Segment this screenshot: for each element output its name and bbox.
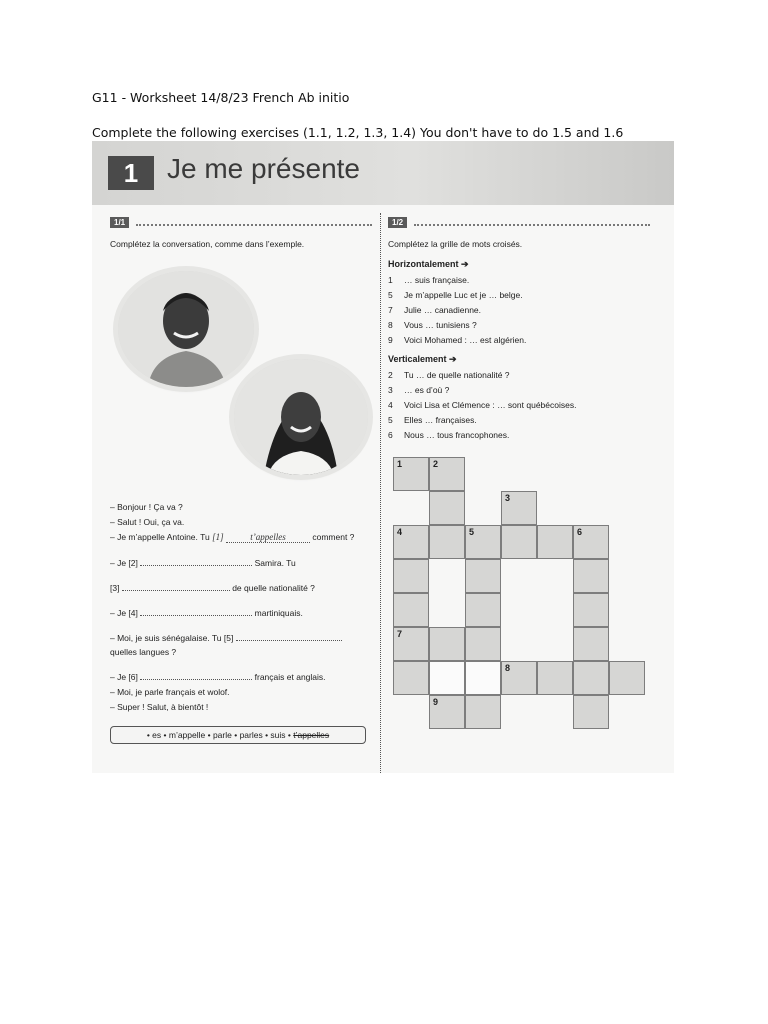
bullet: •	[262, 730, 271, 740]
grid-cell[interactable]	[429, 695, 465, 729]
dialogue-text: – Je [2]	[110, 558, 138, 568]
word-bank-item: m’appelle	[168, 730, 206, 740]
clue-h1	[388, 275, 469, 285]
grid-cell[interactable]	[465, 661, 501, 695]
bullet: •	[285, 730, 294, 740]
column-separator	[380, 213, 381, 773]
answer-blank-5[interactable]	[236, 633, 342, 641]
dialogue-line-9: – Moi, je parle français et wolof.	[110, 687, 230, 697]
clue-text: … suis française.	[404, 275, 470, 285]
answer-blank-3[interactable]	[122, 583, 230, 591]
clue-text: Voici Mohamed : … est algérien.	[404, 335, 527, 345]
exercise-1-1-tag: 1/1	[110, 217, 129, 228]
clue-text: Voici Lisa et Clémence : … sont québécoises.	[404, 400, 577, 410]
grid-cell[interactable]	[501, 661, 537, 695]
dialogue-text: – Je m’appelle Antoine. Tu	[110, 532, 210, 542]
word-bank-item: suis	[270, 730, 286, 740]
clue-number: 3	[388, 385, 393, 395]
word-bank-item: es	[152, 730, 162, 740]
answer-blank-1[interactable]	[226, 532, 310, 543]
dialogue-text: [3]	[110, 583, 120, 593]
cell-number: 4	[397, 527, 403, 537]
answer-blank-6[interactable]	[140, 672, 252, 680]
grid-cell[interactable]	[429, 627, 465, 661]
clue-number: 7	[388, 305, 393, 315]
exercise-1-2-tag: 1/2	[388, 217, 407, 228]
grid-cell[interactable]	[573, 661, 609, 695]
grid-cell[interactable]	[465, 559, 501, 593]
grid-cell[interactable]	[465, 525, 501, 559]
dialogue-line-1: – Bonjour ! Ça va ?	[110, 502, 183, 512]
chapter-banner	[92, 141, 674, 205]
worksheet-instructions: Complete the following exercises (1.1, 1.2, 1.3, 1.4) You don't have to do 1.5 and 1.6	[92, 125, 624, 140]
clue-text: Tu … de quelle nationalité ?	[404, 370, 510, 380]
dialogue-text: – Je [4]	[110, 608, 138, 618]
dialogue-line-5	[110, 583, 315, 593]
cell-number: 6	[577, 527, 583, 537]
photo-samira	[234, 359, 368, 475]
grid-cell[interactable]	[429, 491, 465, 525]
dialogue-text: comment ?	[312, 532, 355, 542]
dialogue-text: – Moi, je suis sénégalaise. Tu [5]	[110, 633, 234, 643]
dialogue-text: français et anglais.	[254, 672, 326, 682]
grid-cell[interactable]	[429, 661, 465, 695]
dialogue-line-6	[110, 608, 303, 618]
grid-cell[interactable]	[573, 559, 609, 593]
example-answer: t’appelles	[250, 532, 286, 542]
dialogue-text: Samira. Tu	[254, 558, 296, 568]
word-bank	[110, 726, 366, 744]
dialogue-line-8	[110, 672, 326, 682]
grid-cell[interactable]	[393, 627, 429, 661]
cell-number: 2	[433, 459, 439, 469]
clue-text: Elles … françaises.	[404, 415, 477, 425]
grid-cell[interactable]	[465, 593, 501, 627]
grid-cell[interactable]	[573, 593, 609, 627]
clue-number: 5	[388, 415, 393, 425]
cell-number: 9	[433, 697, 439, 707]
portrait-woman-image	[234, 359, 368, 475]
clue-h5	[388, 290, 523, 300]
clue-number: 8	[388, 320, 393, 330]
cell-number: 7	[397, 629, 403, 639]
exercise-1-2-divider	[414, 224, 650, 226]
grid-cell[interactable]	[573, 525, 609, 559]
clue-number: 2	[388, 370, 393, 380]
grid-cell[interactable]	[501, 491, 537, 525]
dialogue-line-4	[110, 558, 296, 568]
word-bank-item: parles	[239, 730, 263, 740]
grid-cell[interactable]	[537, 661, 573, 695]
photo-antoine	[118, 271, 254, 387]
clue-number: 9	[388, 335, 393, 345]
clue-v3	[388, 385, 449, 395]
bullet: •	[205, 730, 213, 740]
clue-h8	[388, 320, 477, 330]
clue-number: 6	[388, 430, 393, 440]
grid-cell[interactable]	[465, 627, 501, 661]
grid-cell[interactable]	[393, 593, 429, 627]
worksheet-header: G11 - Worksheet 14/8/23 French Ab initio	[92, 90, 350, 105]
horizontal-clues-heading: Horizontalement ➔	[388, 259, 469, 269]
clue-v4	[388, 400, 576, 410]
chapter-number: 1	[108, 156, 154, 190]
grid-cell[interactable]	[609, 661, 645, 695]
dialogue-line-10: – Super ! Salut, à bientôt !	[110, 702, 209, 712]
dialogue-line-7b: quelles langues ?	[110, 647, 177, 657]
clue-text: Vous … tunisiens ?	[404, 320, 477, 330]
cell-number: 8	[505, 663, 511, 673]
clue-v5	[388, 415, 477, 425]
blank-number-1: [1]	[212, 532, 224, 542]
textbook-page-scan	[92, 141, 674, 773]
cell-number: 3	[505, 493, 511, 503]
portrait-man-image	[118, 271, 254, 387]
exercise-1-2-instruction: Complétez la grille de mots croisés.	[388, 239, 523, 249]
exercise-1-1-divider	[136, 224, 372, 226]
clue-number: 5	[388, 290, 393, 300]
cell-number: 1	[397, 459, 403, 469]
vertical-clues-heading: Verticalement ➔	[388, 354, 457, 364]
clue-v2	[388, 370, 510, 380]
grid-cell[interactable]	[501, 525, 537, 559]
dialogue-line-7	[110, 633, 342, 643]
grid-cell[interactable]	[573, 627, 609, 661]
grid-cell[interactable]	[465, 695, 501, 729]
word-bank-item-used: t’appelles	[293, 730, 330, 740]
clue-h9	[388, 335, 526, 345]
dialogue-text: – Je [6]	[110, 672, 138, 682]
bullet: •	[146, 730, 153, 740]
clue-text: Je m’appelle Luc et je … belge.	[404, 290, 523, 300]
bullet: •	[161, 730, 169, 740]
dialogue-text: martiniquais.	[254, 608, 303, 618]
clue-h7	[388, 305, 481, 315]
grid-cell[interactable]	[393, 457, 429, 491]
dialogue-text: de quelle nationalité ?	[232, 583, 315, 593]
cell-number: 5	[469, 527, 475, 537]
answer-blank-4[interactable]	[140, 608, 252, 616]
grid-cell[interactable]	[573, 695, 609, 729]
chapter-title: Je me présente	[167, 153, 360, 184]
bullet: •	[231, 730, 240, 740]
clue-number: 1	[388, 275, 393, 285]
grid-cell[interactable]	[393, 525, 429, 559]
clue-text: Nous … tous francophones.	[404, 430, 510, 440]
grid-cell[interactable]	[393, 559, 429, 593]
exercise-1-1-instruction: Complétez la conversation, comme dans l’exemple.	[110, 239, 305, 249]
dialogue-line-2: – Salut ! Oui, ça va.	[110, 517, 185, 527]
grid-cell[interactable]	[429, 457, 465, 491]
clue-number: 4	[388, 400, 393, 410]
grid-cell[interactable]	[537, 525, 573, 559]
answer-blank-2[interactable]	[140, 558, 252, 566]
grid-cell[interactable]	[429, 525, 465, 559]
grid-cell[interactable]	[393, 661, 429, 695]
clue-text: … es d’où ?	[404, 385, 450, 395]
clue-text: Julie … canadienne.	[404, 305, 482, 315]
dialogue-line-3	[110, 532, 354, 543]
word-bank-item: parle	[212, 730, 232, 740]
clue-v6	[388, 430, 509, 440]
